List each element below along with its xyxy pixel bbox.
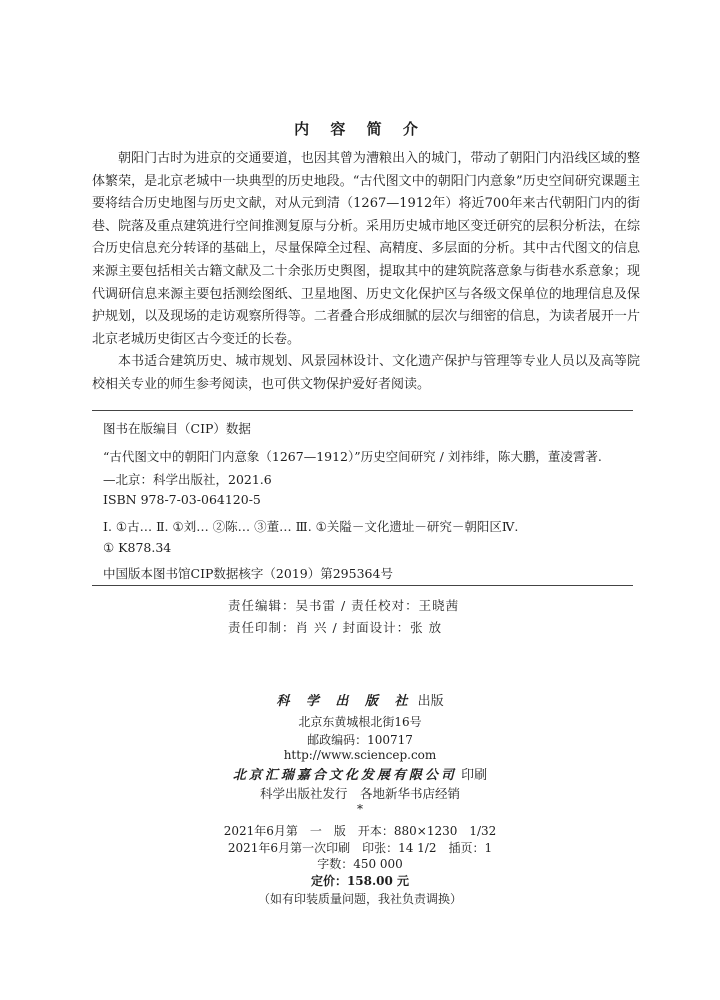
- publisher-logo: 科 学 出 版 社: [276, 694, 414, 709]
- distribution-line: 科学出版社发行 各地新华书店经销: [259, 786, 460, 801]
- cip-record-number: 中国版本图书馆CIP数据核字（2019）第295364号: [103, 566, 393, 581]
- publisher-address: 北京东黄城根北街16号: [298, 715, 422, 729]
- separator-star: *: [357, 802, 363, 816]
- intro-body: [92, 148, 640, 397]
- staff-editors: 责任编辑：吴书雷 / 责任校对：王晓茜: [228, 598, 460, 613]
- edition-line: 2021年6月第 一 版 开本：880×1230 1/32: [223, 824, 497, 838]
- word-count: 字数：450 000: [317, 857, 403, 871]
- quality-notice: （如有印装质量问题，我社负责调换）: [257, 892, 462, 906]
- publisher-postcode: 邮政编码：100717: [307, 733, 413, 747]
- print-line: 2021年6月第一次印刷 印张：14 1/2 插页：1: [227, 841, 493, 855]
- printer-name: 北京汇瑞嘉合文化发展有限公司: [232, 768, 457, 783]
- printer-line: [0, 764, 720, 783]
- printer-suffix: 印刷: [461, 768, 488, 783]
- price: 定价：158.00 元: [310, 874, 410, 888]
- cip-classification-line: Ⅰ. ①古… Ⅱ. ①刘… ②陈… ③董… Ⅲ. ①关隘－文化遗址－研究－朝阳区Ⅳ.: [103, 519, 519, 534]
- publisher-suffix: 出版: [417, 694, 444, 709]
- cip-publisher-line: —北京：科学出版社，2021.6: [103, 472, 272, 487]
- divider: [92, 585, 633, 586]
- intro-paragraph: 朝阳门古时为进京的交通要道，也因其曾为漕粮出入的城门，带动了朝阳门内沿线区域的整体繁荣，是北京老城中一块典型的历史地段。“古代图文中的朝阳门内意象”历史空间研究课题主要将结合历史地图与历史文献，对从元到清（1267—1912年）将近700年来古代朝阳门内的街巷、院落及重点建筑进行空间推测复原与分析。采用历史城市地区变迁研究的层积分析法，在综合历史信息充分转译的基础上，尽量保障全过程、高精度、多层面的分析。其中古代图文的信息来源主要包括相关古籍文献及二十余张历史舆图，提取其中的建筑院落意象与街巷水系意象；现代调研信息来源主要包括测绘图纸、卫星地图、历史文化保护区与各级文保单位的地理信息及保护规划，以及现场的走访观察所得等。二者叠合形成细腻的层次与细密的信息，为读者展开一片北京老城历史街区古今变迁的长卷。: [92, 151, 640, 347]
- staff-production: 责任印制：肖 兴 / 封面设计：张 放: [228, 620, 443, 635]
- cip-title-line: “古代图文中的朝阳门内意象（1267—1912）”历史空间研究 / 刘祎绯，陈大鹏，董凌霄著.: [103, 449, 602, 464]
- divider: [92, 410, 633, 411]
- cip-heading: 图书在版编目（CIP）数据: [103, 421, 251, 436]
- intro-paragraph: 本书适合建筑历史、城市规划、风景园林设计、文化遗产保护与管理等专业人员以及高等院校相关专业的师生参考阅读，也可供文物保护爱好者阅读。: [92, 354, 640, 392]
- cip-isbn-line: ISBN 978-7-03-064120-5: [103, 492, 261, 507]
- publisher-url: http://www.sciencep.com: [283, 748, 437, 762]
- publisher-line: [0, 690, 720, 709]
- cip-classification-code: ① K878.34: [103, 540, 172, 555]
- intro-heading: 内 容 简 介: [294, 120, 426, 138]
